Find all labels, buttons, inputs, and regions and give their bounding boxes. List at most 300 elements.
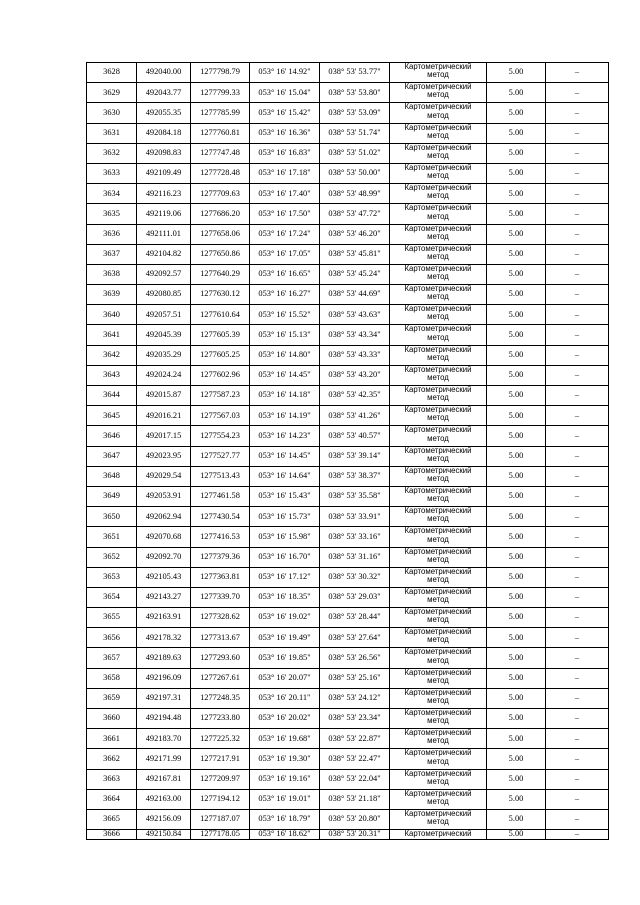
longitude-cell: 038° 53' 45.81" [320,244,390,264]
latitude-cell: 053° 16' 17.18" [250,163,320,183]
longitude-cell: 038° 53' 28.44" [320,608,390,628]
x-coordinate-cell: 492053.91 [137,486,191,506]
y-coordinate-cell: 1277630.12 [191,285,250,305]
method-cell [390,466,487,486]
x-coordinate-cell: 492084.18 [137,123,191,143]
table-row [87,507,609,527]
accuracy-cell: 5.00 [487,163,546,183]
longitude-cell: 038° 53' 33.16" [320,527,390,547]
longitude-cell: 038° 53' 51.74" [320,123,390,143]
method-cell [390,648,487,668]
x-coordinate-cell: 492057.51 [137,305,191,325]
accuracy-cell: 5.00 [487,63,546,83]
point-number-cell: 3637 [87,244,137,264]
x-coordinate-cell: 492196.09 [137,668,191,688]
longitude-cell: 038° 53' 38.37" [320,466,390,486]
method-line-2: метод [427,554,449,564]
table-body [87,63,609,840]
method-cell [390,668,487,688]
coordinates-table-container [86,62,609,840]
note-cell: – [546,507,609,527]
method-cell [390,749,487,769]
point-number-cell: 3659 [87,688,137,708]
point-number-cell: 3631 [87,123,137,143]
table-row [87,547,609,567]
accuracy-cell: 5.00 [487,345,546,365]
table-row [87,446,609,466]
method-cell [390,587,487,607]
method-line-1: Картометрический [404,647,472,657]
point-number-cell: 3634 [87,184,137,204]
method-cell [390,184,487,204]
y-coordinate-cell: 1277363.81 [191,567,250,587]
method-line-1: Картометрический [404,728,472,738]
longitude-cell: 038° 53' 46.20" [320,224,390,244]
latitude-cell: 053° 16' 16.36" [250,123,320,143]
note-cell: – [546,143,609,163]
longitude-cell: 038° 53' 24.12" [320,688,390,708]
y-coordinate-cell: 1277747.48 [191,143,250,163]
point-number-cell: 3663 [87,769,137,789]
method-line-2: метод [427,817,449,827]
point-number-cell: 3655 [87,608,137,628]
method-line-2: метод [427,130,449,140]
method-cell [390,244,487,264]
longitude-cell: 038° 53' 22.47" [320,749,390,769]
x-coordinate-cell: 492116.23 [137,184,191,204]
note-cell: – [546,224,609,244]
y-coordinate-cell: 1277328.62 [191,608,250,628]
latitude-cell: 053° 16' 14.23" [250,426,320,446]
y-coordinate-cell: 1277650.86 [191,244,250,264]
note-cell: – [546,426,609,446]
point-number-cell: 3653 [87,567,137,587]
note-cell: – [546,204,609,224]
method-line-2: метод [427,615,449,625]
accuracy-cell: 5.00 [487,184,546,204]
longitude-cell: 038° 53' 44.69" [320,285,390,305]
y-coordinate-cell: 1277461.58 [191,486,250,506]
point-number-cell: 3647 [87,446,137,466]
y-coordinate-cell: 1277248.35 [191,688,250,708]
table-row [87,567,609,587]
table-row [87,204,609,224]
table-row [87,688,609,708]
x-coordinate-cell: 492109.49 [137,163,191,183]
point-number-cell: 3644 [87,386,137,406]
method-line-2: метод [427,595,449,605]
latitude-cell: 053° 16' 17.12" [250,567,320,587]
method-line-2: метод [427,90,449,100]
accuracy-cell: 5.00 [487,224,546,244]
method-line-2: метод [427,70,449,80]
point-number-cell: 3660 [87,709,137,729]
method-cell [390,264,487,284]
note-cell: – [546,325,609,345]
method-cell [390,123,487,143]
table-row [87,406,609,426]
table-row [87,325,609,345]
accuracy-cell: 5.00 [487,587,546,607]
method-line-2: метод [427,635,449,645]
method-line-2: метод [427,373,449,383]
accuracy-cell: 5.00 [487,648,546,668]
method-line-2: метод [427,756,449,766]
method-cell [390,830,487,839]
point-number-cell: 3643 [87,365,137,385]
note-cell: – [546,446,609,466]
longitude-cell: 038° 53' 50.00" [320,163,390,183]
method-line-1: Картометрический [404,587,472,596]
latitude-cell: 053° 16' 18.62" [250,830,320,839]
point-number-cell: 3636 [87,224,137,244]
x-coordinate-cell: 492098.83 [137,143,191,163]
y-coordinate-cell: 1277209.97 [191,769,250,789]
y-coordinate-cell: 1277430.54 [191,507,250,527]
longitude-cell: 038° 53' 45.24" [320,264,390,284]
latitude-cell: 053° 16' 18.79" [250,809,320,829]
method-cell [390,83,487,103]
latitude-cell: 053° 16' 20.07" [250,668,320,688]
method-line-1: Картометрический [404,304,472,314]
longitude-cell: 038° 53' 22.04" [320,769,390,789]
method-line-2: метод [427,272,449,282]
note-cell: – [546,486,609,506]
method-cell [390,103,487,123]
accuracy-cell: 5.00 [487,365,546,385]
method-line-2: метод [427,655,449,665]
accuracy-cell: 5.00 [487,406,546,426]
method-cell [390,386,487,406]
x-coordinate-cell: 492119.06 [137,204,191,224]
x-coordinate-cell: 492171.99 [137,749,191,769]
method-line-2: метод [427,453,449,463]
method-line-1: Картометрический [404,567,472,576]
table-row [87,628,609,648]
note-cell: – [546,608,609,628]
table-row [87,264,609,284]
method-line-2: метод [427,191,449,201]
accuracy-cell: 5.00 [487,709,546,729]
table-row [87,608,609,628]
method-line-1: Картометрический [404,466,472,475]
y-coordinate-cell: 1277587.23 [191,386,250,406]
note-cell: – [546,628,609,648]
table-row [87,305,609,325]
note-cell: – [546,123,609,143]
note-cell: – [546,688,609,708]
accuracy-cell: 5.00 [487,749,546,769]
x-coordinate-cell: 492045.39 [137,325,191,345]
x-coordinate-cell: 492111.01 [137,224,191,244]
x-coordinate-cell: 492163.91 [137,608,191,628]
table-row [87,244,609,264]
y-coordinate-cell: 1277798.79 [191,63,250,83]
latitude-cell: 053° 16' 14.80" [250,345,320,365]
method-line-1: Картометрический [404,627,472,637]
method-cell [390,769,487,789]
method-line-1: Картометрический [404,123,472,132]
y-coordinate-cell: 1277785.99 [191,103,250,123]
point-number-cell: 3651 [87,527,137,547]
x-coordinate-cell: 492029.54 [137,466,191,486]
table-row [87,103,609,123]
accuracy-cell: 5.00 [487,285,546,305]
note-cell: – [546,285,609,305]
longitude-cell: 038° 53' 29.03" [320,587,390,607]
coordinates-table [86,62,609,840]
latitude-cell: 053° 16' 20.11" [250,688,320,708]
latitude-cell: 053° 16' 17.05" [250,244,320,264]
accuracy-cell: 5.00 [487,547,546,567]
method-line-1: Картометрический [404,708,472,717]
x-coordinate-cell: 492070.68 [137,527,191,547]
point-number-cell: 3658 [87,668,137,688]
table-row [87,709,609,729]
table-row [87,830,609,839]
method-cell [390,426,487,446]
point-number-cell: 3646 [87,426,137,446]
point-number-cell: 3632 [87,143,137,163]
method-cell [390,688,487,708]
accuracy-cell: 5.00 [487,769,546,789]
method-cell [390,446,487,466]
point-number-cell: 3630 [87,103,137,123]
point-number-cell: 3645 [87,406,137,426]
table-row [87,789,609,809]
accuracy-cell: 5.00 [487,567,546,587]
y-coordinate-cell: 1277313.67 [191,628,250,648]
longitude-cell: 038° 53' 53.77" [320,63,390,83]
note-cell: – [546,587,609,607]
x-coordinate-cell: 492016.21 [137,406,191,426]
method-line-2: метод [427,150,449,160]
longitude-cell: 038° 53' 42.35" [320,386,390,406]
accuracy-cell: 5.00 [487,103,546,123]
accuracy-cell: 5.00 [487,668,546,688]
point-number-cell: 3638 [87,264,137,284]
y-coordinate-cell: 1277187.07 [191,809,250,829]
method-line-1: Картометрический [404,365,472,374]
method-line-1: Картометрический [404,486,472,495]
x-coordinate-cell: 492183.70 [137,729,191,749]
note-cell: – [546,466,609,486]
y-coordinate-cell: 1277709.63 [191,184,250,204]
method-line-1: Картометрический [404,829,472,839]
longitude-cell: 038° 53' 30.32" [320,567,390,587]
note-cell: – [546,709,609,729]
y-coordinate-cell: 1277760.81 [191,123,250,143]
latitude-cell: 053° 16' 14.92" [250,63,320,83]
method-line-1: Картометрический [404,284,472,294]
table-row [87,143,609,163]
table-row [87,285,609,305]
latitude-cell: 053° 16' 15.43" [250,486,320,506]
method-line-1: Картометрический [404,62,472,71]
method-cell [390,486,487,506]
y-coordinate-cell: 1277217.91 [191,749,250,769]
x-coordinate-cell: 492092.70 [137,547,191,567]
point-number-cell: 3650 [87,507,137,527]
accuracy-cell: 5.00 [487,386,546,406]
method-line-1: Картометрический [404,324,472,334]
latitude-cell: 053° 16' 14.45" [250,446,320,466]
method-cell [390,204,487,224]
point-number-cell: 3664 [87,789,137,809]
point-number-cell: 3649 [87,486,137,506]
y-coordinate-cell: 1277658.06 [191,224,250,244]
table-row [87,749,609,769]
x-coordinate-cell: 492194.48 [137,709,191,729]
table-row [87,224,609,244]
latitude-cell: 053° 16' 19.01" [250,789,320,809]
longitude-cell: 038° 53' 27.64" [320,628,390,648]
x-coordinate-cell: 492023.95 [137,446,191,466]
note-cell: – [546,406,609,426]
latitude-cell: 053° 16' 18.35" [250,587,320,607]
method-line-2: метод [427,393,449,403]
method-line-2: метод [427,292,449,302]
method-cell [390,305,487,325]
note-cell: – [546,789,609,809]
accuracy-cell: 5.00 [487,325,546,345]
method-line-1: Картометрический [404,143,472,152]
method-line-1: Картометрический [404,607,472,617]
longitude-cell: 038° 53' 43.33" [320,345,390,365]
note-cell: – [546,809,609,829]
method-line-1: Картометрический [404,224,472,233]
note-cell: – [546,749,609,769]
method-line-1: Картометрический [404,688,472,697]
table-row [87,386,609,406]
y-coordinate-cell: 1277799.33 [191,83,250,103]
latitude-cell: 053° 16' 19.68" [250,729,320,749]
note-cell: – [546,648,609,668]
method-line-1: Картометрический [404,547,472,556]
note-cell: – [546,103,609,123]
y-coordinate-cell: 1277527.77 [191,446,250,466]
method-line-2: метод [427,534,449,544]
method-line-1: Картометрический [404,425,472,435]
longitude-cell: 038° 53' 43.63" [320,305,390,325]
accuracy-cell: 5.00 [487,628,546,648]
accuracy-cell: 5.00 [487,305,546,325]
method-line-2: метод [427,352,449,362]
y-coordinate-cell: 1277567.03 [191,406,250,426]
note-cell: – [546,244,609,264]
x-coordinate-cell: 492167.81 [137,769,191,789]
point-number-cell: 3666 [87,830,137,839]
method-line-1: Картометрический [404,244,472,253]
accuracy-cell: 5.00 [487,264,546,284]
longitude-cell: 038° 53' 35.58" [320,486,390,506]
note-cell: – [546,365,609,385]
method-cell [390,325,487,345]
point-number-cell: 3635 [87,204,137,224]
note-cell: – [546,567,609,587]
x-coordinate-cell: 492105.43 [137,567,191,587]
longitude-cell: 038° 53' 43.34" [320,325,390,345]
longitude-cell: 038° 53' 22.87" [320,729,390,749]
longitude-cell: 038° 53' 47.72" [320,204,390,224]
method-cell [390,63,487,83]
latitude-cell: 053° 16' 14.45" [250,365,320,385]
longitude-cell: 038° 53' 33.91" [320,507,390,527]
latitude-cell: 053° 16' 15.52" [250,305,320,325]
accuracy-cell: 5.00 [487,83,546,103]
table-row [87,426,609,446]
y-coordinate-cell: 1277379.36 [191,547,250,567]
x-coordinate-cell: 492150.84 [137,830,191,839]
note-cell: – [546,668,609,688]
longitude-cell: 038° 53' 25.16" [320,668,390,688]
method-cell [390,345,487,365]
method-line-1: Картометрический [404,102,472,112]
y-coordinate-cell: 1277513.43 [191,466,250,486]
longitude-cell: 038° 53' 21.18" [320,789,390,809]
y-coordinate-cell: 1277194.12 [191,789,250,809]
table-row [87,466,609,486]
method-line-1: Картометрический [404,385,472,394]
method-line-1: Картометрический [404,769,472,778]
note-cell: – [546,547,609,567]
x-coordinate-cell: 492163.00 [137,789,191,809]
accuracy-cell: 5.00 [487,688,546,708]
y-coordinate-cell: 1277416.53 [191,527,250,547]
latitude-cell: 053° 16' 19.16" [250,769,320,789]
accuracy-cell: 5.00 [487,608,546,628]
method-line-1: Картометрический [404,789,472,798]
x-coordinate-cell: 492080.85 [137,285,191,305]
table-row [87,123,609,143]
method-line-1: Картометрический [404,506,472,516]
latitude-cell: 053° 16' 19.85" [250,648,320,668]
longitude-cell: 038° 53' 20.31" [320,830,390,839]
method-line-1: Картометрический [404,345,472,354]
y-coordinate-cell: 1277554.23 [191,426,250,446]
longitude-cell: 038° 53' 26.56" [320,648,390,668]
note-cell: – [546,184,609,204]
latitude-cell: 053° 16' 15.73" [250,507,320,527]
point-number-cell: 3628 [87,63,137,83]
method-line-2: метод [427,171,449,181]
point-number-cell: 3629 [87,83,137,103]
longitude-cell: 038° 53' 39.14" [320,446,390,466]
x-coordinate-cell: 492143.27 [137,587,191,607]
method-cell [390,406,487,426]
method-cell [390,285,487,305]
note-cell: – [546,264,609,284]
latitude-cell: 053° 16' 16.83" [250,143,320,163]
longitude-cell: 038° 53' 43.20" [320,365,390,385]
longitude-cell: 038° 53' 48.99" [320,184,390,204]
note-cell: – [546,63,609,83]
table-row [87,648,609,668]
method-line-2: метод [427,211,449,221]
note-cell: – [546,769,609,789]
table-row [87,769,609,789]
accuracy-cell: 5.00 [487,729,546,749]
longitude-cell: 038° 53' 23.34" [320,709,390,729]
latitude-cell: 053° 16' 14.64" [250,466,320,486]
method-line-2: метод [427,675,449,685]
method-cell [390,224,487,244]
accuracy-cell: 5.00 [487,830,546,839]
method-cell [390,143,487,163]
method-cell [390,507,487,527]
point-number-cell: 3652 [87,547,137,567]
method-line-1: Картометрический [404,264,472,273]
